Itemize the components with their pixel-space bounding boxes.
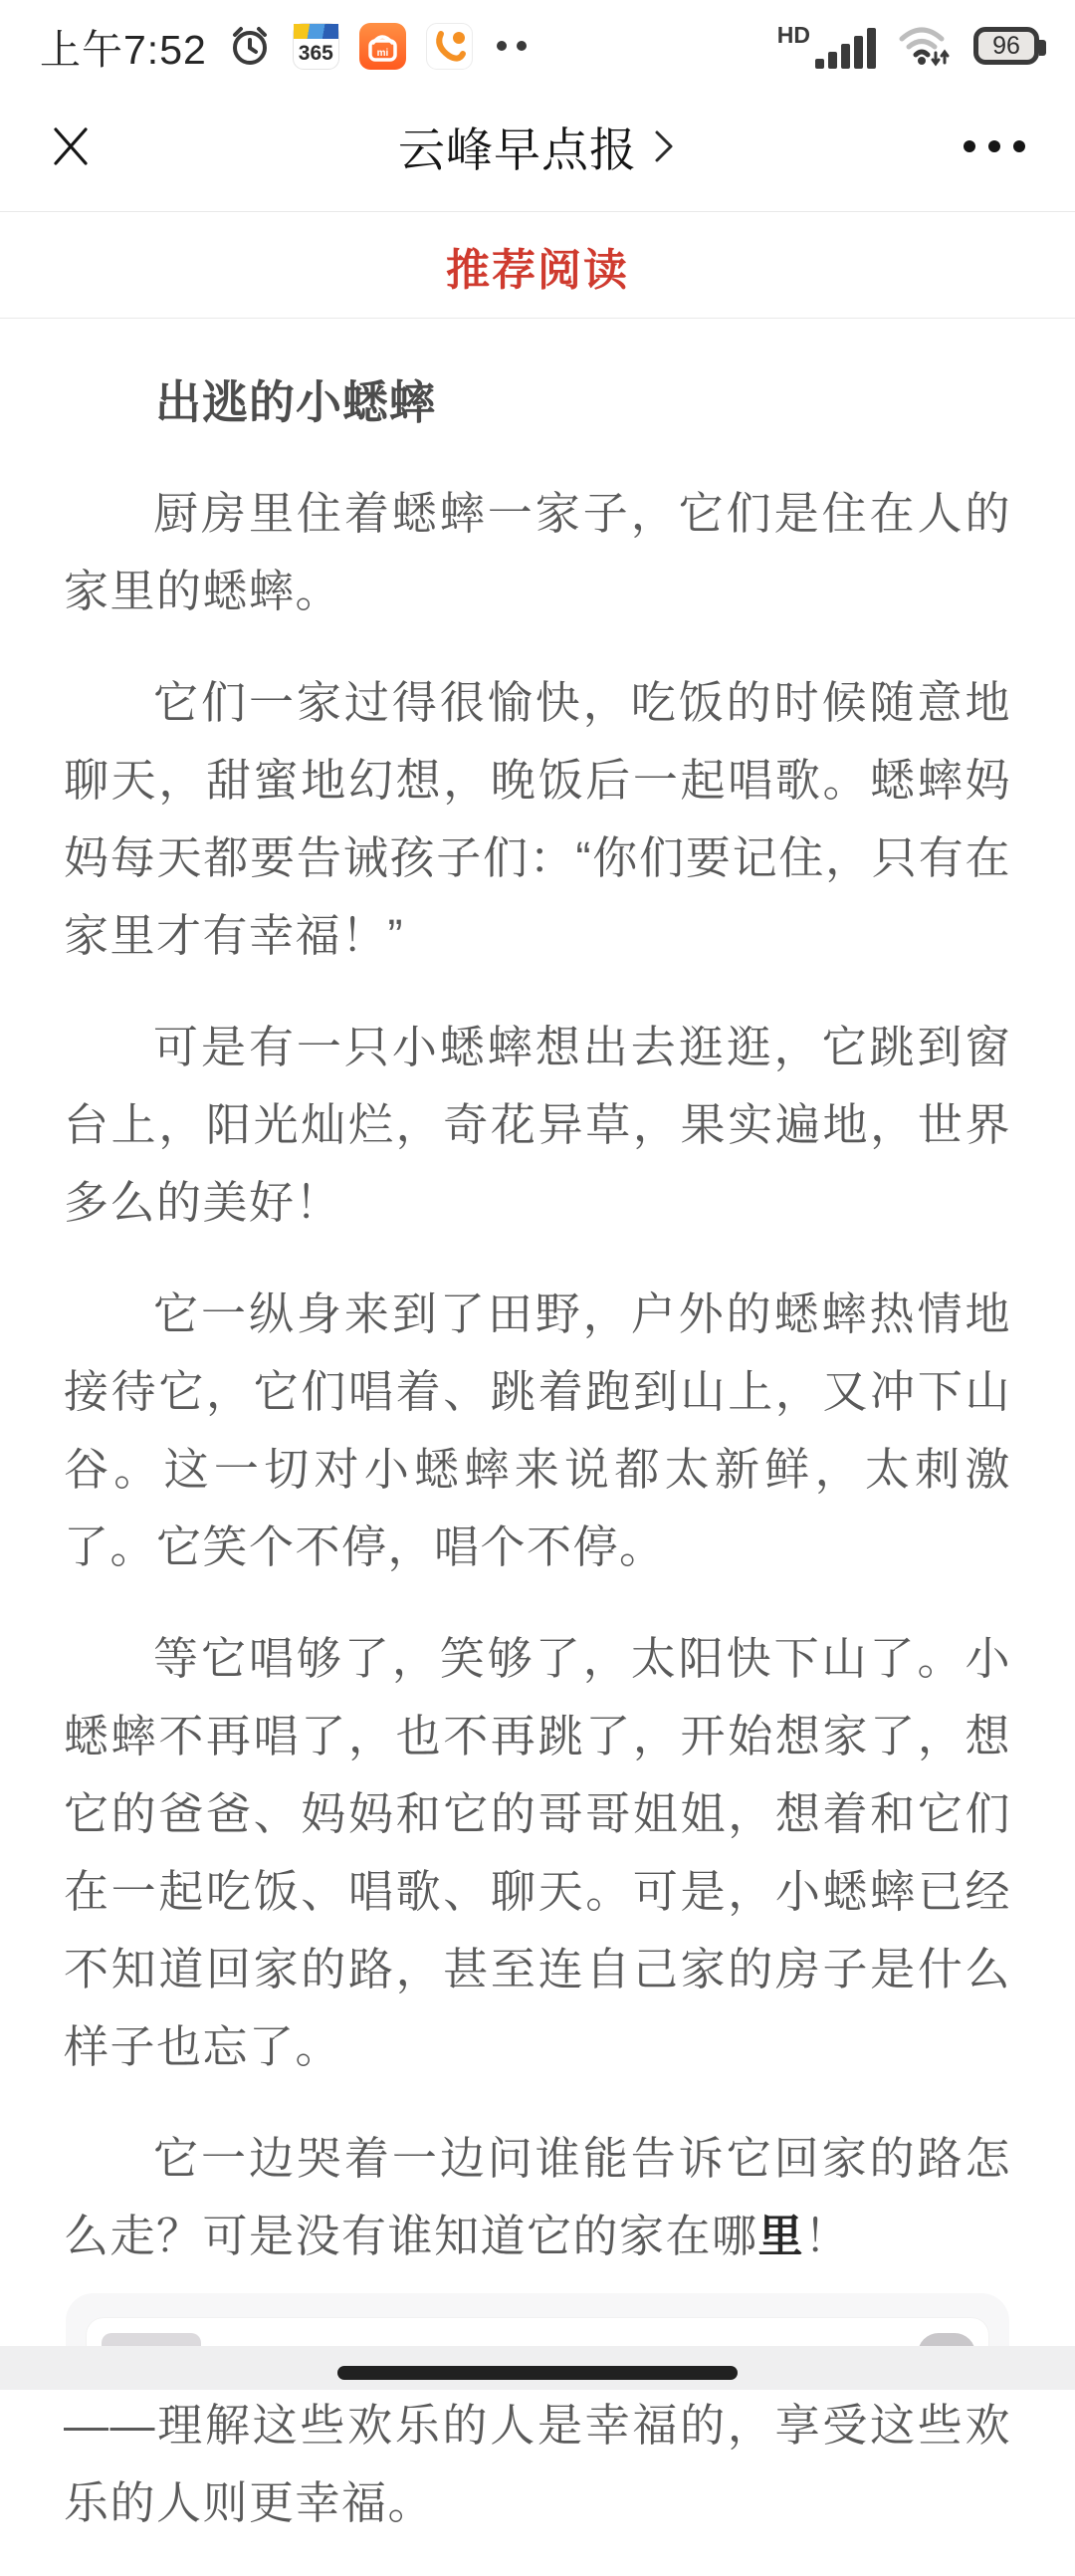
wifi-icon bbox=[896, 23, 954, 69]
article-paragraph: 它一纵身来到了田野，户外的蟋蟀热情地接待它，它们唱着、跳着跑到山上，又冲下山谷。这一切对小蟋蟀来说都太新鲜，太刺激了。它笑个不停，唱个不停。 bbox=[64, 1288, 1011, 1572]
phone-app-icon bbox=[426, 23, 473, 70]
app-store-icon bbox=[359, 23, 406, 70]
page-title[interactable]: 云峰早点报 bbox=[398, 122, 637, 176]
article-paragraph: 可是有一只小蟋蟀想出去逛逛，它跳到窗台上，阳光灿烂，奇花异草，果实遍地，世界多么的美好！ bbox=[64, 1022, 1011, 1228]
article-paragraph: 厨房里住着蟋蟀一家子，它们是住在人的家里的蟋蟀。 bbox=[64, 488, 1011, 616]
notification-overflow-icon bbox=[497, 41, 527, 51]
recommend-section bbox=[0, 213, 1075, 319]
article bbox=[0, 320, 1075, 2576]
svg-text:mi: mi bbox=[376, 47, 389, 59]
article-title: 出逃的小蟋蟀 bbox=[155, 376, 436, 428]
clock-time: 上午7:52 bbox=[40, 26, 207, 73]
battery-icon: 96 bbox=[973, 27, 1039, 65]
article-paragraph: ——理解这些欢乐的人是幸福的，享受这些欢乐的人则更幸福。 bbox=[64, 2400, 1011, 2528]
gesture-pill[interactable] bbox=[337, 2366, 738, 2380]
status-bar bbox=[0, 0, 1075, 82]
article-body bbox=[64, 475, 1011, 2542]
system-gesture-bar bbox=[0, 2346, 1075, 2390]
calendar-app-icon: 365 bbox=[293, 23, 339, 70]
article-paragraph: 它一边哭着一边问谁能告诉它回家的路怎么走？可是没有谁知道它的家在哪里！ bbox=[64, 2133, 1011, 2261]
chevron-right-icon bbox=[651, 126, 677, 166]
cellular-signal-icon: HD bbox=[777, 24, 876, 69]
alarm-icon bbox=[227, 23, 273, 69]
nav-bar bbox=[0, 82, 1075, 212]
recommend-label: 推荐阅读 bbox=[446, 245, 629, 295]
close-icon[interactable] bbox=[48, 123, 94, 169]
article-paragraph: 它们一家过得很愉快，吃饭的时候随意地聊天，甜蜜地幻想，晚饭后一起唱歌。蟋蟀妈妈每天都要告诫孩子们：“你们要记住，只有在家里才有幸福！” bbox=[64, 677, 1011, 961]
article-paragraph: 等它唱够了，笑够了，太阳快下山了。小蟋蟀不再唱了，也不再跳了，开始想家了，想它的爸爸、妈妈和它的哥哥姐姐，想着和它们在一起吃饭、唱歌、聊天。可是，小蟋蟀已经不知道回家的路，甚至连自己家的房子是什么样子也忘了。 bbox=[64, 1633, 1011, 2072]
more-icon[interactable] bbox=[962, 139, 1027, 153]
